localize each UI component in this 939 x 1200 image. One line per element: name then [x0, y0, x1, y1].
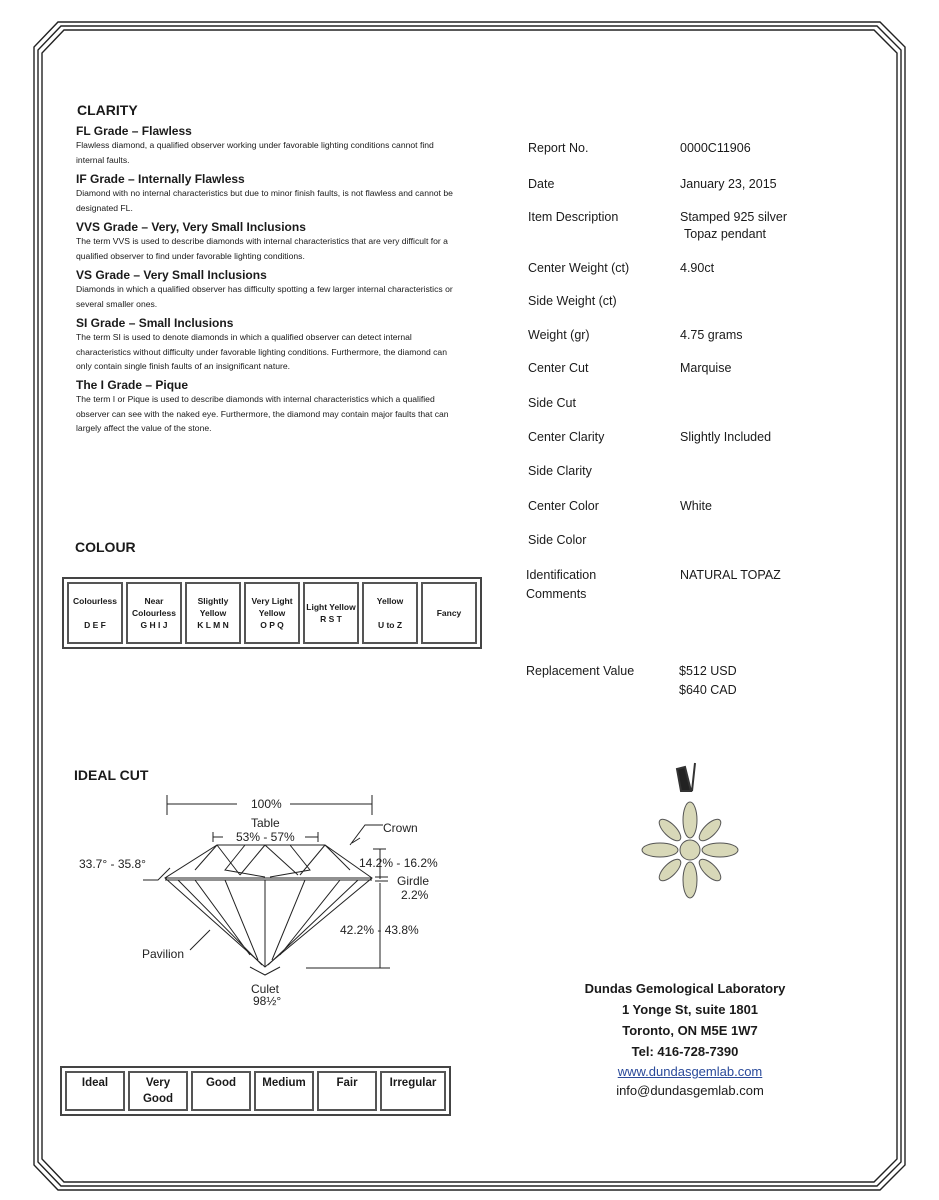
field-label: Date: [528, 177, 555, 191]
culet-label: Culet: [251, 982, 280, 996]
lab-name: Dundas Gemological Laboratory: [584, 981, 786, 996]
grade-text: The term I or Pique is used to describe diamonds with internal characteristics which a qualified observer can see with the naked eye. Furthermore, the diamond may contain major faults that can largely affect the value of the stone.: [76, 394, 449, 433]
colour-cell: Very Light Yellow O P Q: [244, 582, 300, 644]
colour-cell: Yellow U to Z: [362, 582, 418, 644]
culet-value: 98½°: [253, 994, 282, 1008]
grade-text: Flawless diamond, a qualified observer working under favorable lighting conditions cannot find internal faults.: [76, 140, 434, 165]
field-label: Side Color: [528, 533, 587, 547]
girdle-value: 2.2%: [401, 888, 429, 902]
field-label: Item Description: [528, 210, 619, 224]
field-value-line2: Topaz pendant: [684, 227, 767, 241]
pavilion-depth-label: 42.2% - 43.8%: [340, 923, 419, 937]
grade-heading: FL Grade – Flawless: [76, 124, 192, 138]
field-value: January 23, 2015: [680, 177, 777, 191]
colour-title: COLOUR: [75, 539, 136, 555]
grade-text: Diamond with no internal characteristics but due to minor finish faults, is not flawless and cannot be designated FL.: [76, 188, 453, 213]
clarity-title: CLARITY: [77, 102, 138, 118]
table-label: Table: [251, 816, 280, 830]
ideal-cut-title: IDEAL CUT: [74, 767, 149, 783]
pavilion-label: Pavilion: [142, 947, 185, 961]
girdle-label: Girdle: [397, 874, 430, 888]
field-label: Side Cut: [528, 396, 576, 410]
field-label: Identification: [526, 568, 597, 582]
lab-website-link[interactable]: www.dundasgemlab.com: [617, 1064, 763, 1079]
field-label-line2: Comments: [526, 587, 587, 601]
grade-text: The term VVS is used to describe diamonds with internal characteristics that are very difficult for a qualified observer to find under favorable lighting conditions.: [76, 236, 448, 261]
colour-cell: Colourless D E F: [67, 582, 123, 644]
field-label: Center Clarity: [528, 430, 605, 444]
cut-grade-cell: Very Good: [128, 1071, 188, 1111]
crown-angle-label: 33.7° - 35.8°: [79, 857, 146, 871]
field-label: Side Clarity: [528, 464, 592, 478]
cut-grade-table: [60, 1066, 451, 1116]
field-label: Center Weight (ct): [528, 261, 630, 275]
cut-grade-cell: Ideal: [65, 1071, 125, 1111]
field-label: Center Cut: [528, 361, 589, 375]
grade-text: Diamonds in which a qualified observer has difficulty spotting a few larger internal characteristics or several smaller ones.: [76, 284, 453, 309]
cut-grade-cell: Irregular: [380, 1071, 446, 1111]
field-value: Stamped 925 silver: [680, 210, 788, 224]
width-label: 100%: [251, 797, 282, 811]
colour-cell: Fancy: [421, 582, 477, 644]
crown-height-label: 14.2% - 16.2%: [359, 856, 438, 870]
field-label: Weight (gr): [528, 328, 590, 342]
field-value: Slightly Included: [680, 430, 772, 444]
field-label: Replacement Value: [526, 664, 635, 678]
field-value: NATURAL TOPAZ: [680, 568, 781, 582]
crown-label: Crown: [383, 821, 418, 835]
field-value: 4.75 grams: [680, 328, 743, 342]
field-value-line2: $640 CAD: [679, 683, 737, 697]
colour-cell: Slightly Yellow K L M N: [185, 582, 241, 644]
grade-text: The term SI is used to denote diamonds in which a qualified observer can detect internal characteristics without difficulty under favorable lighting conditions. Furthermore, the diamond can only contain single finish faults of an insignificant nature.: [76, 332, 447, 371]
field-value: 4.90ct: [680, 261, 715, 275]
field-label: Side Weight (ct): [528, 294, 617, 308]
grade-heading: The I Grade – Pique: [76, 378, 189, 392]
table-range-label: 53% - 57%: [236, 830, 295, 844]
field-value: $512 USD: [679, 664, 737, 678]
field-label: Report No.: [528, 141, 589, 155]
grade-heading: SI Grade – Small Inclusions: [76, 316, 234, 330]
field-value: White: [680, 499, 712, 513]
colour-cell: Light Yellow R S T: [303, 582, 359, 644]
lab-address-1: 1 Yonge St, suite 1801: [621, 1002, 759, 1017]
field-value: Marquise: [680, 361, 732, 375]
field-label: Center Color: [528, 499, 599, 513]
diamond-proportions-diagram: [0, 0, 470, 1020]
grade-heading: VVS Grade – Very, Very Small Inclusions: [76, 220, 306, 234]
cut-grade-cell: Medium: [254, 1071, 314, 1111]
lab-address-2: Toronto, ON M5E 1W7: [622, 1023, 758, 1038]
field-value: 0000C11906: [680, 141, 751, 155]
colour-cell: Near Colourless G H I J: [126, 582, 182, 644]
lab-contact: [560, 978, 810, 1100]
lab-phone: Tel: 416-728-7390: [631, 1044, 739, 1059]
grade-heading: VS Grade – Very Small Inclusions: [76, 268, 267, 282]
cut-grade-cell: Fair: [317, 1071, 377, 1111]
grade-heading: IF Grade – Internally Flawless: [76, 172, 245, 186]
lab-email: info@dundasgemlab.com: [616, 1083, 764, 1098]
pendant-photo: [630, 755, 750, 905]
cut-grade-cell: Good: [191, 1071, 251, 1111]
